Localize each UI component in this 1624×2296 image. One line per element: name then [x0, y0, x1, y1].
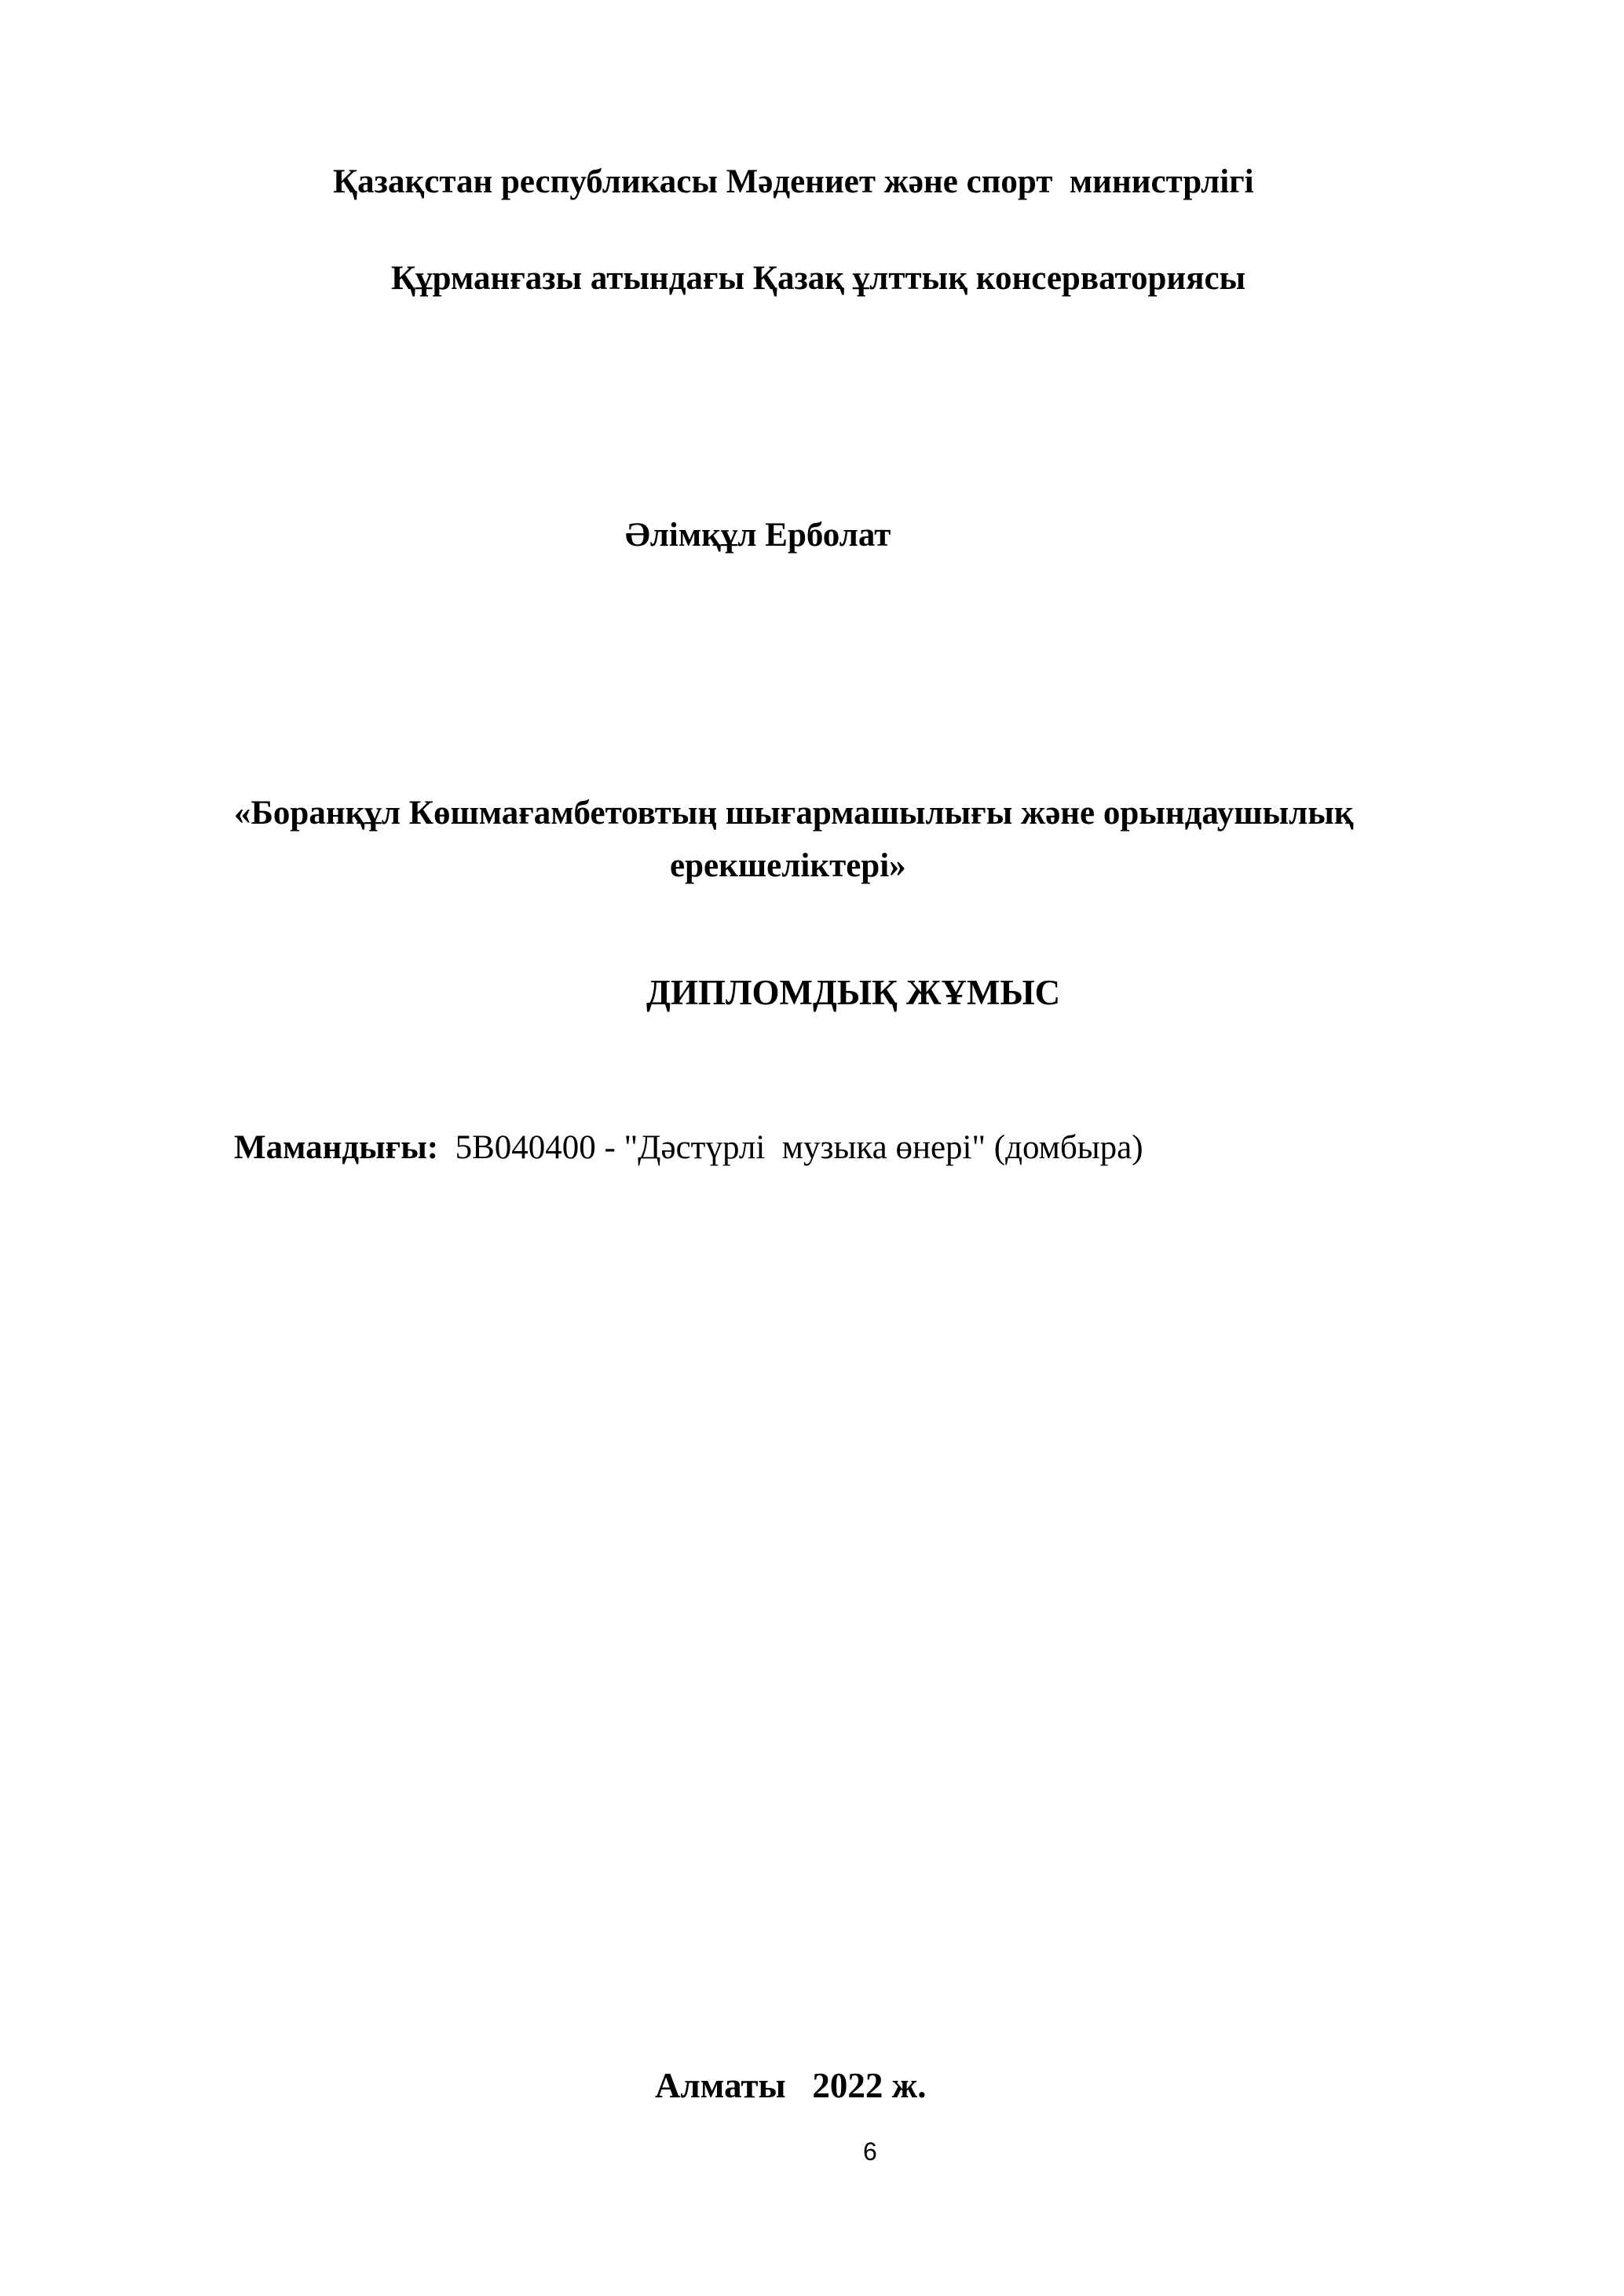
city-year: Алматы 2022 ж. — [655, 2066, 927, 2105]
document-type: ДИПЛОМДЫҚ ЖҰМЫС — [646, 973, 1061, 1012]
specialty — [234, 1131, 1143, 1164]
thesis-title-line-2: ерекшеліктері» — [670, 847, 906, 884]
thesis-title-line-1: «Боранқұл Көшмағамбетовтың шығармашылығы және орындаушылық — [234, 795, 1354, 832]
author-name: Әлімқұл Ерболат — [625, 517, 891, 554]
ministry-name: Қазақстан республикасы Мәдениет және спорт министрлігі — [333, 163, 1254, 200]
specialty-label: Мамандығы: — [234, 1129, 439, 1166]
specialty-value: 5В040400 - "Дәстүрлі музыка өнері" (домбыра) — [455, 1129, 1143, 1166]
page-number: 6 — [863, 2137, 877, 2166]
conservatory-name: Құрманғазы атындағы Қазақ ұлттық консерваториясы — [391, 260, 1246, 297]
